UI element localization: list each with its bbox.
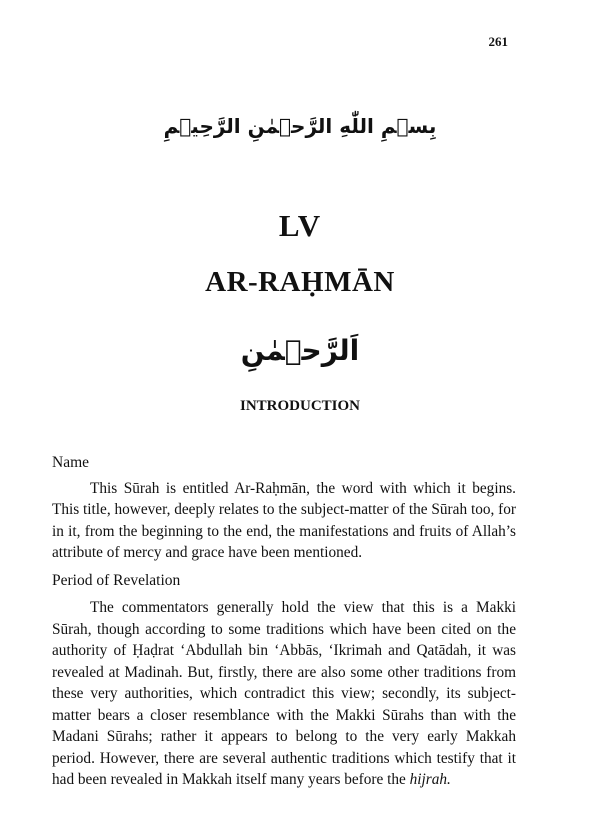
section-heading-name: Name (52, 454, 90, 471)
surah-number: LV (278, 208, 322, 243)
page-number: 261 (488, 34, 508, 49)
paragraph-period-text: The commentators generally hold the view that this is a Makki Sūrah, though according to some traditions which have been cited on the authority of Ḥaḍrat ‘Abdullah bin ‘Abbās, ‘Ikrimah and Qatādah, it was revealed at Madinah. But, firstly, there are also some other traditions from these very authorities, which contradict this view; secondly, its subject-matter bears a closer resemblance with the Makki Sūrahs than with the Madani Sūrahs; rather it appears to belong to the very early Makkah period. However, there are several authentic traditions which testify that it had been revealed in Makkah itself many years before the (52, 599, 516, 788)
introduction-heading: INTRODUCTION (239, 398, 360, 414)
paragraph-period (52, 597, 516, 791)
body-text (52, 452, 516, 791)
surah-title-arabic: اَلرَّحۡمٰنِ (240, 334, 360, 367)
paragraph-period-italic: hijrah. (409, 771, 451, 788)
basmala-calligraphy: بِسۡمِ اللّٰهِ الرَّحۡمٰنِ الرَّحِيۡمِ (163, 114, 437, 138)
surah-title: AR-RAḤMĀN (205, 266, 395, 298)
section-heading-period: Period of Revelation (52, 571, 181, 589)
paragraph-name: This Sūrah is entitled Ar-Raḥmān, the word with which it begins. This title, however, deeply relates to the subject-matter of the Sūrah too, for in it, from the beginning to the end, the manifestations and fruits of Allah’s attribute of mercy and grace have been mentioned. (52, 479, 516, 561)
